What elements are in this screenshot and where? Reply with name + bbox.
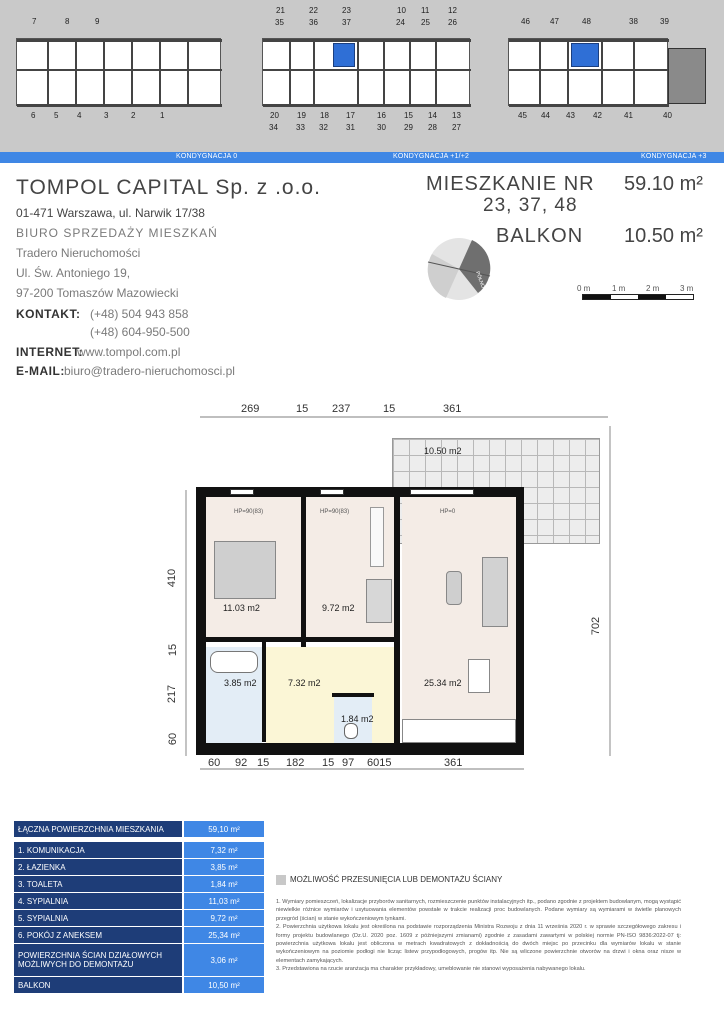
- balcony-area: 10.50 m²: [624, 225, 703, 247]
- table-row: [14, 893, 264, 909]
- table-row: [14, 927, 264, 943]
- phone-1[interactable]: (+48) 504 943 858: [90, 307, 189, 321]
- unit-number: 47: [550, 17, 559, 26]
- unit-number: 2: [131, 111, 136, 120]
- row-label: 2. ŁAZIENKA: [14, 859, 182, 875]
- table-row: [14, 944, 264, 976]
- dimension-bottom: 361: [444, 757, 463, 769]
- table-row: [14, 910, 264, 926]
- dimension-top: 15: [383, 403, 396, 415]
- row-label: 6. POKÓJ Z ANEKSEM: [14, 927, 182, 943]
- level-label: KONDYGNACJA +1/+2: [393, 153, 470, 160]
- unit-number: 14: [428, 111, 437, 120]
- email-link[interactable]: biuro@tradero-nieruchomosci.pl: [64, 364, 235, 378]
- window-sill-height: HP=0: [440, 509, 456, 515]
- unit-number: 1: [160, 111, 165, 120]
- row-value: 11,03 m²: [184, 893, 264, 909]
- row-value: 7,32 m²: [184, 842, 264, 858]
- bed-icon: [214, 541, 276, 599]
- unit-number: 5: [54, 111, 59, 120]
- unit-number: 38: [629, 17, 638, 26]
- balcony-label: BALKON: [496, 225, 584, 247]
- sales-office-city: 97-200 Tomaszów Mazowiecki: [16, 286, 179, 300]
- dimension-bottom: 97: [342, 757, 355, 769]
- row-value: 10,50 m²: [184, 977, 264, 993]
- north-label: PÓŁNOC: [474, 270, 487, 293]
- level-label: KONDYGNACJA 0: [176, 153, 238, 160]
- table-row: [14, 977, 264, 993]
- window-sill-height: HP=90(83): [320, 509, 350, 515]
- dimension-bottom: 182: [286, 757, 305, 769]
- table-row: [14, 859, 264, 875]
- dimension-top: 237: [332, 403, 351, 415]
- unit-number: 11: [421, 6, 430, 15]
- hall: [266, 647, 394, 743]
- unit-number: 40: [663, 111, 672, 120]
- table-row: [14, 842, 264, 858]
- unit-number: 9: [95, 17, 100, 26]
- dimension-bottom: 60: [208, 757, 221, 769]
- website-link[interactable]: www.tompol.com.pl: [77, 345, 181, 359]
- balcony-room-label: 10.50 m2: [424, 446, 462, 456]
- row-label: 1. KOMUNIKACJA: [14, 842, 182, 858]
- dimension-left: 217: [166, 684, 179, 704]
- note-2: 2. Powierzchnia użytkowa lokalu jest określona na podstawie rozporządzenia Ministra Rozwoju z dnia 11 września 2020 r. w sprawie szczegółowego zakresu i formy projektu budowlanego (Dz.U. 2020 poz. 1609 z późniejszymi zmianami) zgodnie z zasadami zawartymi w polskiej normie PN-ISO 9836:2022-07 tj: powierzchnia użytkowa lokalu jest obliczona w metrach kwadratowych z dokładnością do dwóch miejsc po przecinku dla wymiarów lokalu w stanie wykończeniowym na poziomie podłogi nie licząc listew przypodłogowych, progów itp. Nie są wliczone powierzchnie otworów na drzwi i okna oraz nisze w elementach zamykających.: [276, 924, 681, 964]
- email-label: E-MAIL:: [16, 364, 65, 378]
- table-icon: [446, 571, 462, 605]
- unit-number: 48: [582, 17, 591, 26]
- unit-number: 28: [428, 123, 437, 132]
- unit-number: 6: [31, 111, 36, 120]
- toilet-icon: [344, 723, 358, 739]
- note-3: 3. Przedstawiona na rzucie aranżacja ma charakter przykładowy, umeblowanie nie stanowi wyposażenia nabywanego lokalu.: [276, 966, 586, 973]
- scale-label: 0 m: [577, 284, 591, 293]
- bathtub-icon: [210, 651, 258, 673]
- dimension-top: 361: [443, 403, 462, 415]
- bed-icon: [366, 579, 392, 623]
- room-label-toilet: 1.84 m2: [341, 714, 374, 724]
- row-label: ŁĄCZNA POWIERZCHNIA MIESZKANIA: [14, 821, 182, 837]
- scale-label: 3 m: [680, 284, 694, 293]
- unit-number: 26: [448, 18, 457, 27]
- row-value: 3,85 m²: [184, 859, 264, 875]
- room-label-hall: 7.32 m2: [288, 678, 321, 688]
- unit-number: 16: [377, 111, 386, 120]
- desk-icon: [370, 507, 384, 567]
- unit-number: 24: [396, 18, 405, 27]
- dimension-right: 702: [590, 616, 603, 636]
- company-name: TOMPOL CAPITAL Sp. z .o.o.: [16, 176, 321, 199]
- unit-number: 41: [624, 111, 633, 120]
- unit-number: 31: [346, 123, 355, 132]
- sales-office-name: Tradero Nieruchomości: [16, 246, 141, 260]
- row-value: 3,06 m²: [184, 944, 264, 976]
- unit-number: 33: [296, 123, 305, 132]
- unit-number: 23: [342, 6, 351, 15]
- unit-number: 21: [276, 6, 285, 15]
- unit-number: 17: [346, 111, 355, 120]
- dining-table-icon: [468, 659, 490, 693]
- dimension-bottom: 15: [257, 757, 270, 769]
- unit-number: 46: [521, 17, 530, 26]
- unit-number: 12: [448, 6, 457, 15]
- row-value: 25,34 m²: [184, 927, 264, 943]
- unit-number: 25: [421, 18, 430, 27]
- dimension-bottom: 15: [322, 757, 335, 769]
- table-row: [14, 821, 264, 837]
- kitchen-counter: [402, 719, 516, 743]
- unit-number: 10: [397, 6, 406, 15]
- unit-number: 44: [541, 111, 550, 120]
- sales-office-title: BIURO SPRZEDAŻY MIESZKAŃ: [16, 226, 218, 240]
- legend: [276, 875, 502, 885]
- area-table: [14, 821, 264, 994]
- internet-label: INTERNET:: [16, 345, 84, 359]
- note-1: 1. Wymiary pomieszczeń, lokalizacje przyborów sanitarnych, rozmieszczenie punktów instalacyjnych itp., podano zgodnie z projektem budowlanym, mogą wystąpić niewielkie różnice wymiarów i usytuowania elementów powstałe w trakcie realizacji proc budowlanych. Podane wymiary są wymiarami w świetle planowych przegród (ścian) w stanie wykończeniowym tynkami.: [276, 899, 681, 922]
- sales-office-street: Ul. Św. Antoniego 19,: [16, 266, 131, 280]
- row-value: 59,10 m²: [184, 821, 264, 837]
- dimension-left: 410: [166, 568, 179, 588]
- unit-number: 37: [342, 18, 351, 27]
- table-row: [14, 876, 264, 892]
- dimension-top: 269: [241, 403, 260, 415]
- unit-number: 45: [518, 111, 527, 120]
- phone-2[interactable]: (+48) 604-950-500: [90, 325, 190, 339]
- flat-area: 59.10 m²: [624, 173, 703, 195]
- scale-label: 2 m: [646, 284, 660, 293]
- dimension-bottom: 92: [235, 757, 248, 769]
- unit-number: 35: [275, 18, 284, 27]
- unit-number: 15: [404, 111, 413, 120]
- unit-number: 43: [566, 111, 575, 120]
- room-label-bathroom: 3.85 m2: [224, 678, 257, 688]
- legend-text: MOŻLIWOŚĆ PRZESUNIĘCIA LUB DEMONTAŻU ŚCIANY: [290, 875, 503, 885]
- flat-numbers: 23, 37, 48: [483, 195, 578, 216]
- dimension-left: 15: [167, 643, 180, 657]
- level-label: KONDYGNACJA +3: [641, 153, 707, 160]
- company-address: 01-471 Warszawa, ul. Narwik 17/38: [16, 206, 205, 220]
- unit-number: 32: [319, 123, 328, 132]
- window-sill-height: HP=90(83): [234, 509, 264, 515]
- unit-number: 29: [404, 123, 413, 132]
- contact-label: KONTAKT:: [16, 307, 81, 321]
- unit-number: 39: [660, 17, 669, 26]
- row-label: POWIERZCHNIA ŚCIAN DZIAŁOWYCH MOŻLIWYCH DO DEMONTAŻU: [14, 944, 182, 976]
- unit-number: 3: [104, 111, 109, 120]
- flat-number-title: MIESZKANIE NR: [426, 173, 595, 195]
- legend-swatch: [276, 875, 286, 885]
- room-label-living: 25.34 m2: [424, 678, 462, 688]
- unit-number: 20: [270, 111, 279, 120]
- floor-plan: [196, 487, 524, 755]
- unit-number: 13: [452, 111, 461, 120]
- unit-number: 36: [309, 18, 318, 27]
- row-label: 3. TOALETA: [14, 876, 182, 892]
- unit-number: 22: [309, 6, 318, 15]
- row-value: 1,84 m²: [184, 876, 264, 892]
- dimension-bottom: 6015: [367, 757, 392, 769]
- room-label-bedroom-1: 11.03 m2: [223, 603, 260, 613]
- unit-number: 7: [32, 17, 37, 26]
- unit-number: 8: [65, 17, 70, 26]
- dimension-left: 60: [167, 732, 180, 746]
- row-label: 5. SYPIALNIA: [14, 910, 182, 926]
- row-label: 4. SYPIALNIA: [14, 893, 182, 909]
- row-label: BALKON: [14, 977, 182, 993]
- unit-number: 18: [320, 111, 329, 120]
- unit-number: 4: [77, 111, 82, 120]
- notes: [276, 898, 681, 974]
- row-value: 9,72 m²: [184, 910, 264, 926]
- scale-label: 1 m: [612, 284, 626, 293]
- unit-number: 34: [269, 123, 278, 132]
- unit-number: 42: [593, 111, 602, 120]
- room-label-bedroom-2: 9.72 m2: [322, 603, 355, 613]
- dimension-top: 15: [296, 403, 309, 415]
- unit-number: 19: [297, 111, 306, 120]
- sofa-icon: [482, 557, 508, 627]
- unit-number: 30: [377, 123, 386, 132]
- unit-number: 27: [452, 123, 461, 132]
